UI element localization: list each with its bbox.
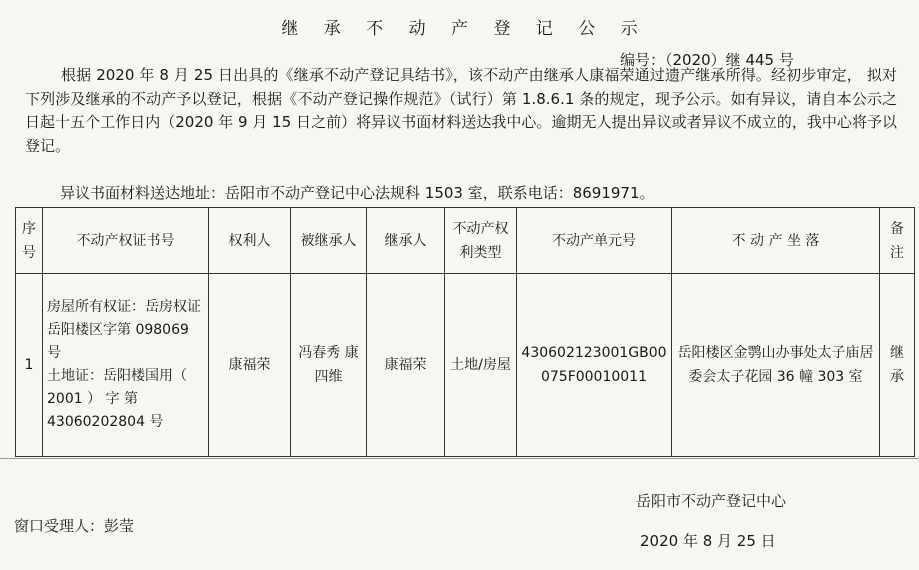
header-heir: 继承人 — [367, 208, 445, 274]
cell-no: 1 — [16, 274, 43, 457]
header-remark: 备注 — [880, 208, 915, 274]
header-decedent: 被继承人 — [291, 208, 367, 274]
header-location: 不 动 产 坐 落 — [672, 208, 880, 274]
cell-owner: 康福荣 — [209, 274, 291, 457]
scan-divider — [0, 458, 919, 459]
cert-land: 土地证：岳阳楼国用（ 2001 ） 字 第 43060202804 号 — [47, 368, 187, 430]
issue-date: 2020 年 8 月 25 日 — [640, 532, 776, 550]
issuing-organization: 岳阳市不动产登记中心 — [636, 492, 787, 510]
cell-decedent: 冯春秀 康四维 — [291, 274, 367, 457]
cell-location: 岳阳楼区金鹗山办事处太子庙居委会太子花园 36 幢 303 室 — [672, 274, 880, 457]
registration-table — [15, 207, 915, 457]
header-owner: 权利人 — [209, 208, 291, 274]
header-cert-no: 不动产权证书号 — [43, 208, 209, 274]
notice-title: 继 承 不 动 产 登 记 公 示 — [281, 19, 648, 39]
cell-right-type: 土地/房屋 — [445, 274, 517, 457]
document-number: 编号：（2020）继 445 号 — [620, 51, 794, 69]
header-unit-no: 不动产单元号 — [517, 208, 672, 274]
cell-heir: 康福荣 — [367, 274, 445, 457]
cell-unit-no: 430602123001GB00075F00010011 — [517, 274, 672, 457]
header-no: 序号 — [16, 208, 43, 274]
cert-house: 房屋所有权证：岳房权证岳阳楼区字第 098069 号 — [47, 299, 201, 361]
cell-cert-no — [43, 274, 209, 457]
table-row — [16, 274, 915, 457]
cell-remark: 继承 — [880, 274, 915, 457]
objection-address: 异议书面材料送达地址：岳阳市不动产登记中心法规科 1503 室，联系电话：8691971。 — [60, 184, 655, 202]
clerk-name: 窗口受理人：彭莹 — [14, 517, 135, 535]
intro-paragraph: 根据 2020 年 8 月 25 日出具的《继承不动产登记具结书》，该不动产由继承人康福荣通过遗产继承所得。经初步审定， 拟对下列涉及继承的不动产予以登记，根据《不动产登记操作规范》（试行）第 1.8.6.1 条的规定，现予公示。如有异议，请自本公示之日起十五个工作日内（2020 年 9 月 15 日之前）将异议书面材料送达我中心。逾期无人提出异议或者异议不成立的，我中心将予以登记。 — [25, 66, 897, 155]
table-header-row — [16, 208, 915, 274]
header-right-type: 不动产权利类型 — [445, 208, 517, 274]
